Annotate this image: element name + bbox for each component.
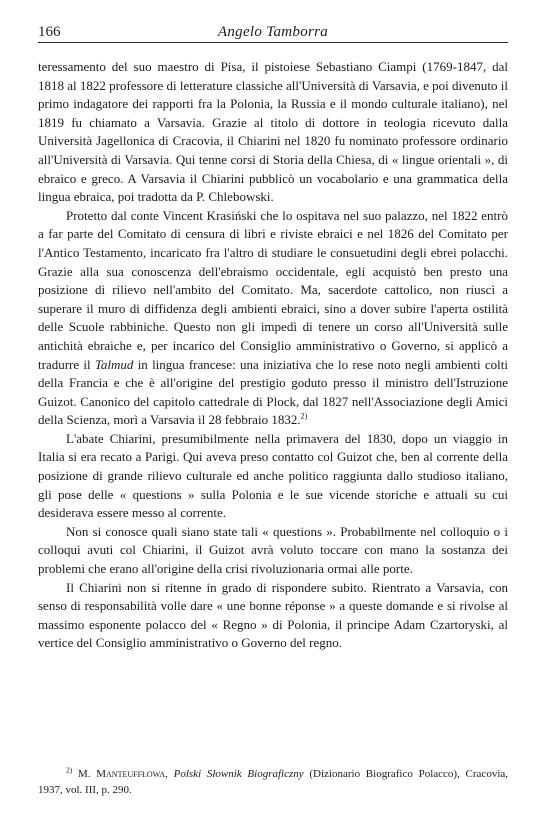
footnote xyxy=(38,766,508,798)
footnote-title: Polski Słownik Biograficzny xyxy=(173,768,304,780)
paragraph-1: teressamento del suo maestro di Pisa, il pistoiese Sebastiano Ciampi (1769-1847, dal 1818 al 1822 professore di letterature classiche all'Università di Varsavia, e poi divenuto il primo indagatore dei rapporti fra la Polonia, la Russia e il mondo culturale italiano), nel 1819 fu chiamato a Varsavia. Grazie al titolo di dottore in teologia ricevuto dalla Università Jagellonica di Cracovia, il Chiarini nel 1820 fu nominato professore ordinario all'Università di Varsavia. Qui tenne corsi di Storia della Chiesa, di « lingue orientali », di ebraico e greco. A Varsavia il Chiarini pubblicò un vocabolario e una grammatica della lingua ebraica, poi tradotta da P. Chlebowski. xyxy=(38,59,508,205)
paragraph-2 xyxy=(38,207,508,430)
paragraph-2-text-a: Protetto dal conte Vincent Krasiński che lo ospitava nel suo palazzo, nel 1822 entrò a far parte del Comitato di censura di libri e riviste ebraici e nel 1826 del Comitato per l'Antico Testamento, incaricato fra l'altro di studiare le consuetudini degli ebrei polacchi. Grazie alla sua conoscenza dell'ebraismo occidentale, egli acquistò ben presto una posizione di rilievo nell'ambito del Comitato. Ma, sacerdote cattolico, non riuscì a superare il muro di diffidenza degli ambienti ebraici, sino a dover subire l'aperta ostilità delle Scuole rabbiniche. Questo non gli impedì di tenere un corso all'Università sulle antichità ebraiche e, per incarico del Consiglio amministrativo o Governo, si applicò a tradurre il xyxy=(38,207,508,372)
talmud-term: Talmud xyxy=(94,356,134,372)
footnote-author: M. Manteuffłowa, xyxy=(77,768,168,780)
paragraph-2-text-b: in lingua francese: una iniziativa che lo rese noto negli ambienti colti della Francia e che è all'origine del prestigio goduto presso il ministro dell'Istruzione Guizot. Canonico del capitolo cattedrale di Plock, dal 1827 nell'Associazione degli Amici della Scienza, morì a Varsavia il 28 febbraio 1832. xyxy=(38,356,508,428)
paragraph-4: Non si conosce quali siano state tali « questions ». Probabilmente nel colloquio o i colloqui avuti col Chiarini, il Guizot avrà voluto toccare con mano la sostanza dei problemi che erano all'origine della crisi rivoluzionaria ormai alle porte. xyxy=(38,523,508,577)
paragraph-3: L'abate Chiarini, presumibilmente nella primavera del 1830, dopo un viaggio in Italia si era recato a Parigi. Qui aveva preso contatto col Guizot che, ben al corrente della posizione di grande rilievo culturale ed anche politico raggiunta dallo studioso italiano, gli pose delle « questions » sulla Polonia e le sue vicende storiche e attuali su cui desiderava essere messo al corrente. xyxy=(38,430,508,521)
footnote-details: (Dizionario Biografico Polacco), Cracovia, 1937, vol. III, p. 290. xyxy=(38,768,509,796)
body-text xyxy=(38,58,508,653)
footnote-marker: 2) xyxy=(66,765,73,775)
paragraph-5: Il Chiarini non si ritenne in grado di rispondere subito. Rientrato a Varsavia, con senso di responsabilità volle dare « une bonne réponse » a queste domande e si rivolse al massimo esponente polacco del « Regno » di Polonia, il principe Adam Czartoryski, al vertice del Consiglio amministrativo o Governo del regno. xyxy=(38,579,508,651)
running-head: Angelo Tamborra xyxy=(217,24,329,40)
page-number: 166 xyxy=(38,24,61,40)
page-header xyxy=(38,20,508,43)
footnote-reference[interactable]: 2) xyxy=(300,411,308,421)
